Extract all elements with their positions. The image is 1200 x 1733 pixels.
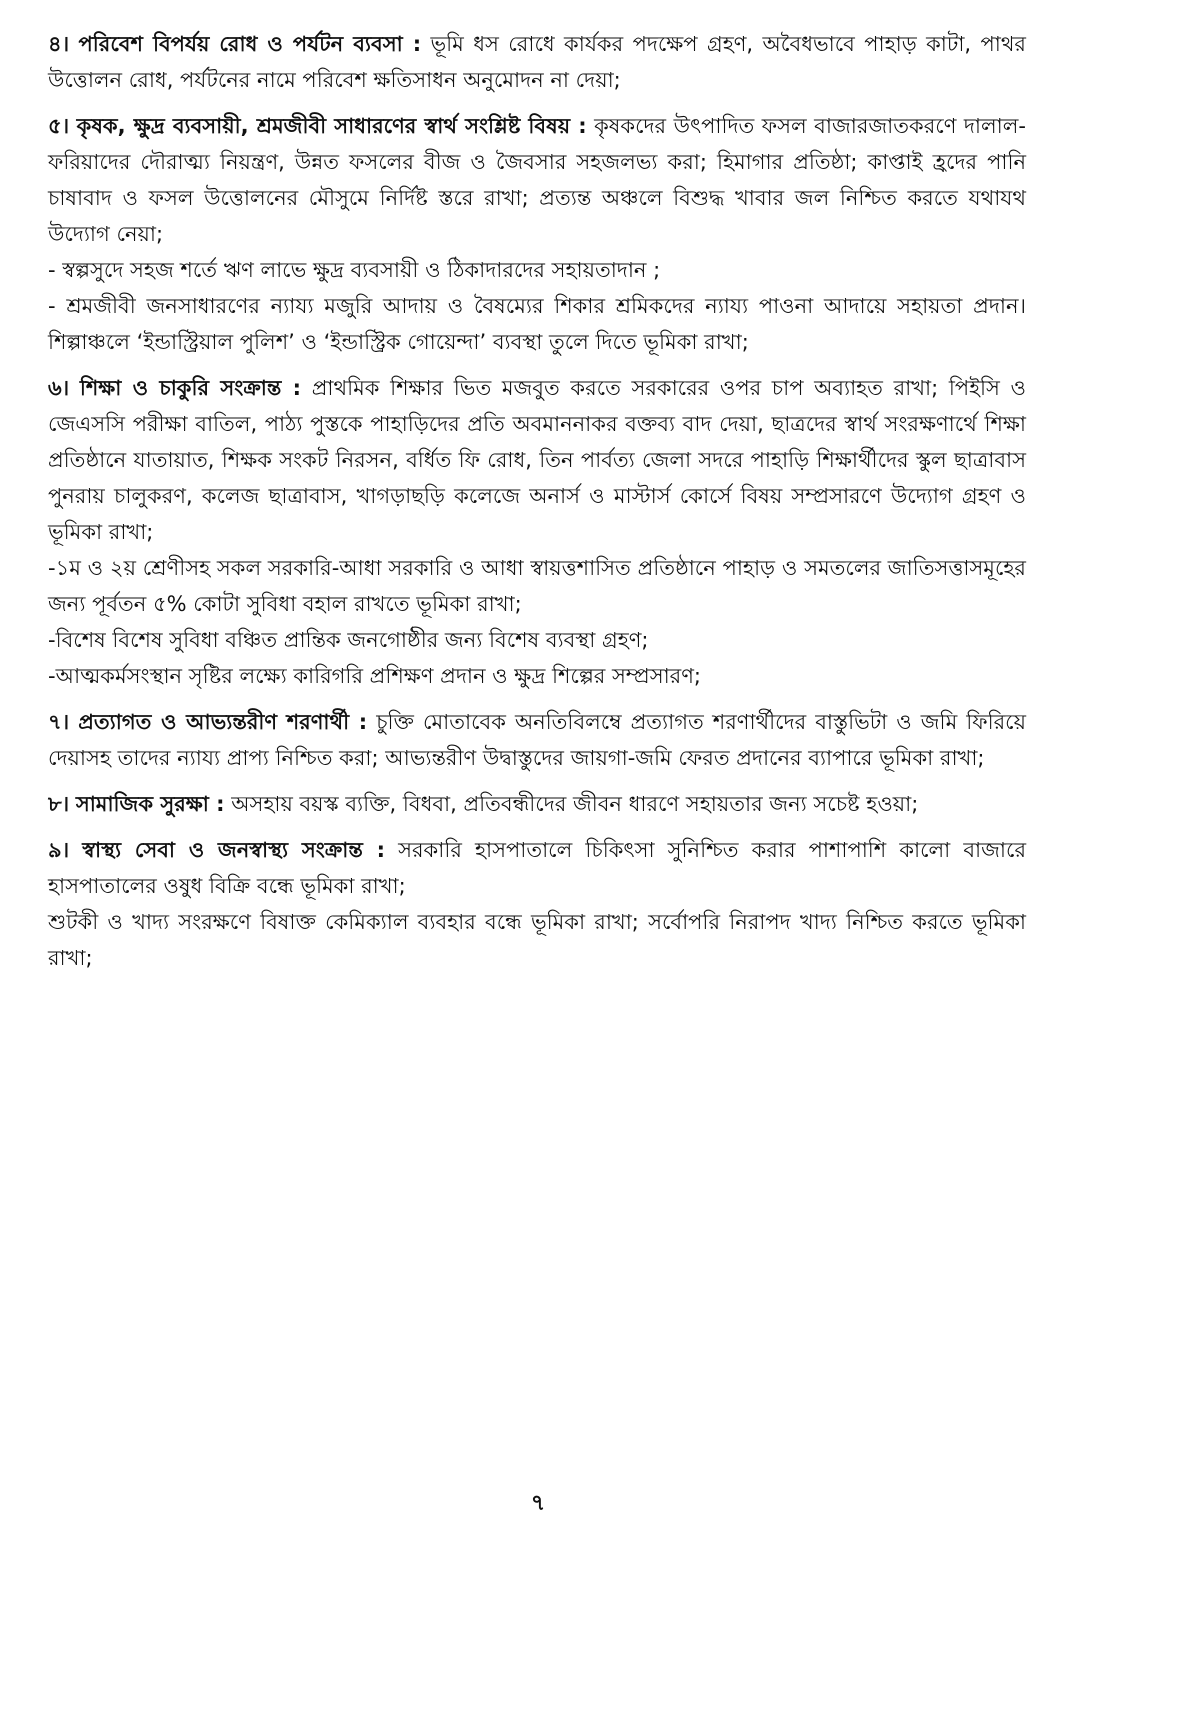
sub-item: শুটকী ও খাদ্য সংরক্ষণে বিষাক্ত কেমিক্যাল ব্যবহার বন্ধে ভূমিকা রাখা; সর্বোপরি নিরাপদ খাদ্য নিশ্চিত করতে ভূমিকা রাখা;	[48, 910, 1026, 970]
section-heading: কৃষক, ক্ষুদ্র ব্যবসায়ী, শ্রমজীবী সাধারণের স্বার্থ সংশ্লিষ্ট বিষয় :	[76, 114, 587, 138]
sub-item: -আত্মকর্মসংস্থান সৃষ্টির লক্ষ্যে কারিগরি প্রশিক্ষণ প্রদান ও ক্ষুদ্র শিল্পের সম্প্রসারণ;	[48, 664, 701, 688]
page-number: ৭	[530, 1491, 546, 1516]
section-paragraph	[48, 704, 1026, 776]
section-9	[48, 832, 1026, 976]
section-paragraph	[48, 26, 1026, 98]
section-number: ৫।	[48, 114, 70, 138]
section-text: ভূমি ধস রোধে কার্যকর পদক্ষেপ গ্রহণ, অবৈধভাবে পাহাড় কাটা, পাথর উত্তোলন রোধ, পর্যটনের নামে পরিবেশ ক্ষতিসাধন অনুমোদন না দেয়া;	[48, 32, 1026, 92]
section-number: ৮।	[48, 792, 70, 816]
section-paragraph	[48, 108, 1026, 252]
sub-item: -বিশেষ বিশেষ সুবিধা বঞ্চিত প্রান্তিক জনগোষ্ঠীর জন্য বিশেষ ব্যবস্থা গ্রহণ;	[48, 628, 649, 652]
section-heading: শিক্ষা ও চাকুরি সংক্রান্ত :	[79, 376, 302, 400]
section-text: প্রাথমিক শিক্ষার ভিত মজবুত করতে সরকারের ওপর চাপ অব্যাহত রাখা; পিইসি ও জেএসসি পরীক্ষা বাতিল, পাঠ্য পুস্তকে পাহাড়িদের প্রতি অবমাননাকর বক্তব্য বাদ দেয়া, ছাত্রদের স্বার্থ সংরক্ষণার্থে শিক্ষা প্রতিষ্ঠানে যাতায়াত, শিক্ষক সংকট নিরসন, বর্ধিত ফি রোধ, তিন পার্বত্য জেলা সদরে পাহাড়ি শিক্ষার্থীদের স্কুল ছাত্রাবাস পুনরায় চালুকরণ, কলেজ ছাত্রাবাস, খাগড়াছড়ি কলেজে অনার্স ও মাস্টার্স কোর্সে বিষয় সম্প্রসারণে উদ্যোগ গ্রহণ ও ভূমিকা রাখা;	[48, 376, 1026, 544]
document-page	[48, 26, 1026, 1466]
section-number: ৪।	[48, 32, 70, 56]
sub-item: - স্বল্পসুদে সহজ শর্তে ঋণ লাভে ক্ষুদ্র ব্যবসায়ী ও ঠিকাদারদের সহায়তাদান ;	[48, 258, 661, 282]
section-heading: স্বাস্থ্য সেবা ও জনস্বাস্থ্য সংক্রান্ত :	[82, 838, 386, 862]
section-paragraph	[48, 786, 1026, 822]
section-heading: প্রত্যাগত ও আভ্যন্তরীণ শরণার্থী :	[78, 710, 368, 734]
section-6	[48, 370, 1026, 694]
section-number: ৯।	[48, 838, 70, 862]
section-heading: সামাজিক সুরক্ষা :	[75, 792, 225, 816]
section-number: ৬।	[48, 376, 70, 400]
section-heading: পরিবেশ বিপর্যয় রোধ ও পর্যটন ব্যবসা :	[78, 32, 422, 56]
section-text: অসহায় বয়স্ক ব্যক্তি, বিধবা, প্রতিবন্ধীদের জীবন ধারণে সহায়তার জন্য সচেষ্ট হওয়া;	[231, 792, 919, 816]
sub-item: - শ্রমজীবী জনসাধারণের ন্যায্য মজুরি আদায় ও বৈষম্যের শিকার শ্রমিকদের ন্যায্য পাওনা আদায়ে সহায়তা প্রদান। শিল্পাঞ্চলে ‘ইন্ডাস্ট্রিয়াল পুলিশ’ ও ‘ইন্ডাস্ট্রিক গোয়েন্দা’ ব্যবস্থা তুলে দিতে ভূমিকা রাখা;	[48, 294, 1026, 354]
section-number: ৭।	[48, 710, 70, 734]
section-paragraph	[48, 370, 1026, 550]
sub-item: -১ম ও ২য় শ্রেণীসহ সকল সরকারি-আধা সরকারি ও আধা স্বায়ত্তশাসিত প্রতিষ্ঠানে পাহাড় ও সমতলের জাতিসত্তাসমূহের জন্য পূর্বতন ৫% কোটা সুবিধা বহাল রাখতে ভূমিকা রাখা;	[48, 556, 1026, 616]
section-7	[48, 704, 1026, 776]
section-text: চুক্তি মোতাবেক অনতিবিলম্বে প্রত্যাগত শরণার্থীদের বাস্তুভিটা ও জমি ফিরিয়ে দেয়াসহ তাদের ন্যায্য প্রাপ্য নিশ্চিত করা; আভ্যন্তরীণ উদ্বাস্তুদের জায়গা-জমি ফেরত প্রদানের ব্যাপারে ভূমিকা রাখা;	[48, 710, 1026, 770]
section-8	[48, 786, 1026, 822]
section-5	[48, 108, 1026, 360]
section-paragraph	[48, 832, 1026, 904]
section-text: সরকারি হাসপাতালে চিকিৎসা সুনিশ্চিত করার পাশাপাশি কালো বাজারে হাসপাতালের ওষুধ বিক্রি বন্ধে ভূমিকা রাখা;	[48, 838, 1027, 898]
section-text: কৃষকদের উৎপাদিত ফসল বাজারজাতকরণে দালাল-ফরিয়াদের দৌরাত্ম্য নিয়ন্ত্রণ, উন্নত ফসলের বীজ ও জৈবসার সহজলভ্য করা; হিমাগার প্রতিষ্ঠা; কাপ্তাই হ্রদের পানি চাষাবাদ ও ফসল উত্তোলনের মৌসুমে নির্দিষ্ট স্তরে রাখা; প্রত্যন্ত অঞ্চলে বিশুদ্ধ খাবার জল নিশ্চিত করতে যথাযথ উদ্যোগ নেয়া;	[48, 114, 1026, 246]
section-4	[48, 26, 1026, 98]
